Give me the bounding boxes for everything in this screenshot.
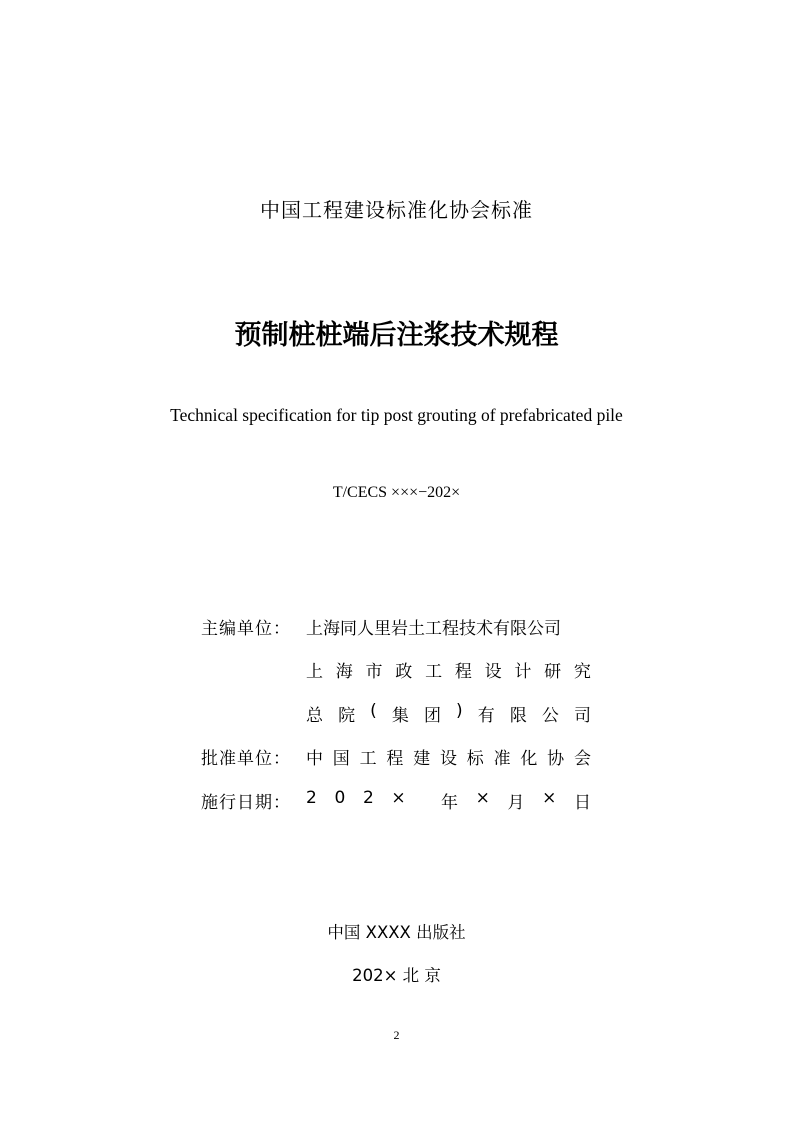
spread-char: 标 [466, 749, 484, 769]
publisher: 中国 XXXX 出版社 [327, 923, 466, 942]
spread-char: 究 [573, 662, 591, 682]
chief-editor-line-3 [306, 701, 591, 726]
chief-editor-line-2 [306, 657, 591, 682]
spread-char: 工 [359, 749, 377, 769]
spread-char: 计 [514, 662, 532, 682]
spread-char: 工 [425, 662, 443, 682]
spread-char: 上 [306, 662, 323, 682]
spread-char: 0 [334, 788, 346, 808]
spread-char: 设 [439, 749, 457, 769]
spread-char: 设 [484, 662, 502, 682]
standard-number: T/CECS ×××−202× [332, 484, 461, 501]
spread-char: 国 [332, 749, 350, 769]
publication-place-year: 202× 北 京 [352, 966, 441, 985]
spread-char: 程 [454, 662, 472, 682]
spread-char: 日 [574, 793, 591, 813]
spread-char: 年 [440, 793, 458, 813]
association-standard-heading: 中国工程建设标准化协会标准 [260, 198, 533, 222]
spread-char: 司 [573, 706, 591, 726]
spread-char: 化 [520, 749, 538, 769]
spread-char: 会 [573, 749, 591, 769]
effective-date-label: 施行日期： [201, 793, 291, 813]
spread-char: 政 [395, 662, 413, 682]
spread-char: 集 [391, 706, 409, 726]
spread-char: 院 [338, 706, 356, 726]
spread-char: 限 [509, 706, 527, 726]
spread-char: 海 [335, 662, 353, 682]
spread-char: 市 [365, 662, 383, 682]
approval-label: 批准单位： [201, 749, 291, 769]
page-number: 2 [393, 1028, 400, 1042]
spread-char: ) [456, 701, 463, 721]
chief-editor-label: 主编单位： [201, 619, 291, 639]
chief-editor-line-1: 上海同人里岩土工程技术有限公司 [306, 619, 561, 639]
spread-char: 公 [541, 706, 559, 726]
spread-char: 准 [493, 749, 511, 769]
spread-char: 程 [386, 749, 404, 769]
spread-char: 2 [306, 788, 317, 808]
effective-date-value [306, 788, 591, 813]
english-title: Technical specification for tip post grouting of prefabricated pile [170, 405, 623, 425]
spread-char: 研 [544, 662, 562, 682]
spread-char: 月 [507, 793, 525, 813]
spread-char: 2 [362, 788, 374, 808]
spread-char: × [475, 788, 490, 808]
spread-char: ( [370, 701, 377, 721]
spread-char: 有 [477, 706, 495, 726]
spread-char: 团 [423, 706, 441, 726]
spread-char: × [391, 788, 406, 808]
spread-char: 协 [547, 749, 565, 769]
spread-char: 建 [413, 749, 431, 769]
document-title: 预制桩桩端后注浆技术规程 [234, 320, 559, 351]
spread-char: × [542, 788, 557, 808]
approval-value [306, 744, 591, 769]
spread-char: 中 [306, 749, 323, 769]
spread-char: 总 [306, 706, 323, 726]
